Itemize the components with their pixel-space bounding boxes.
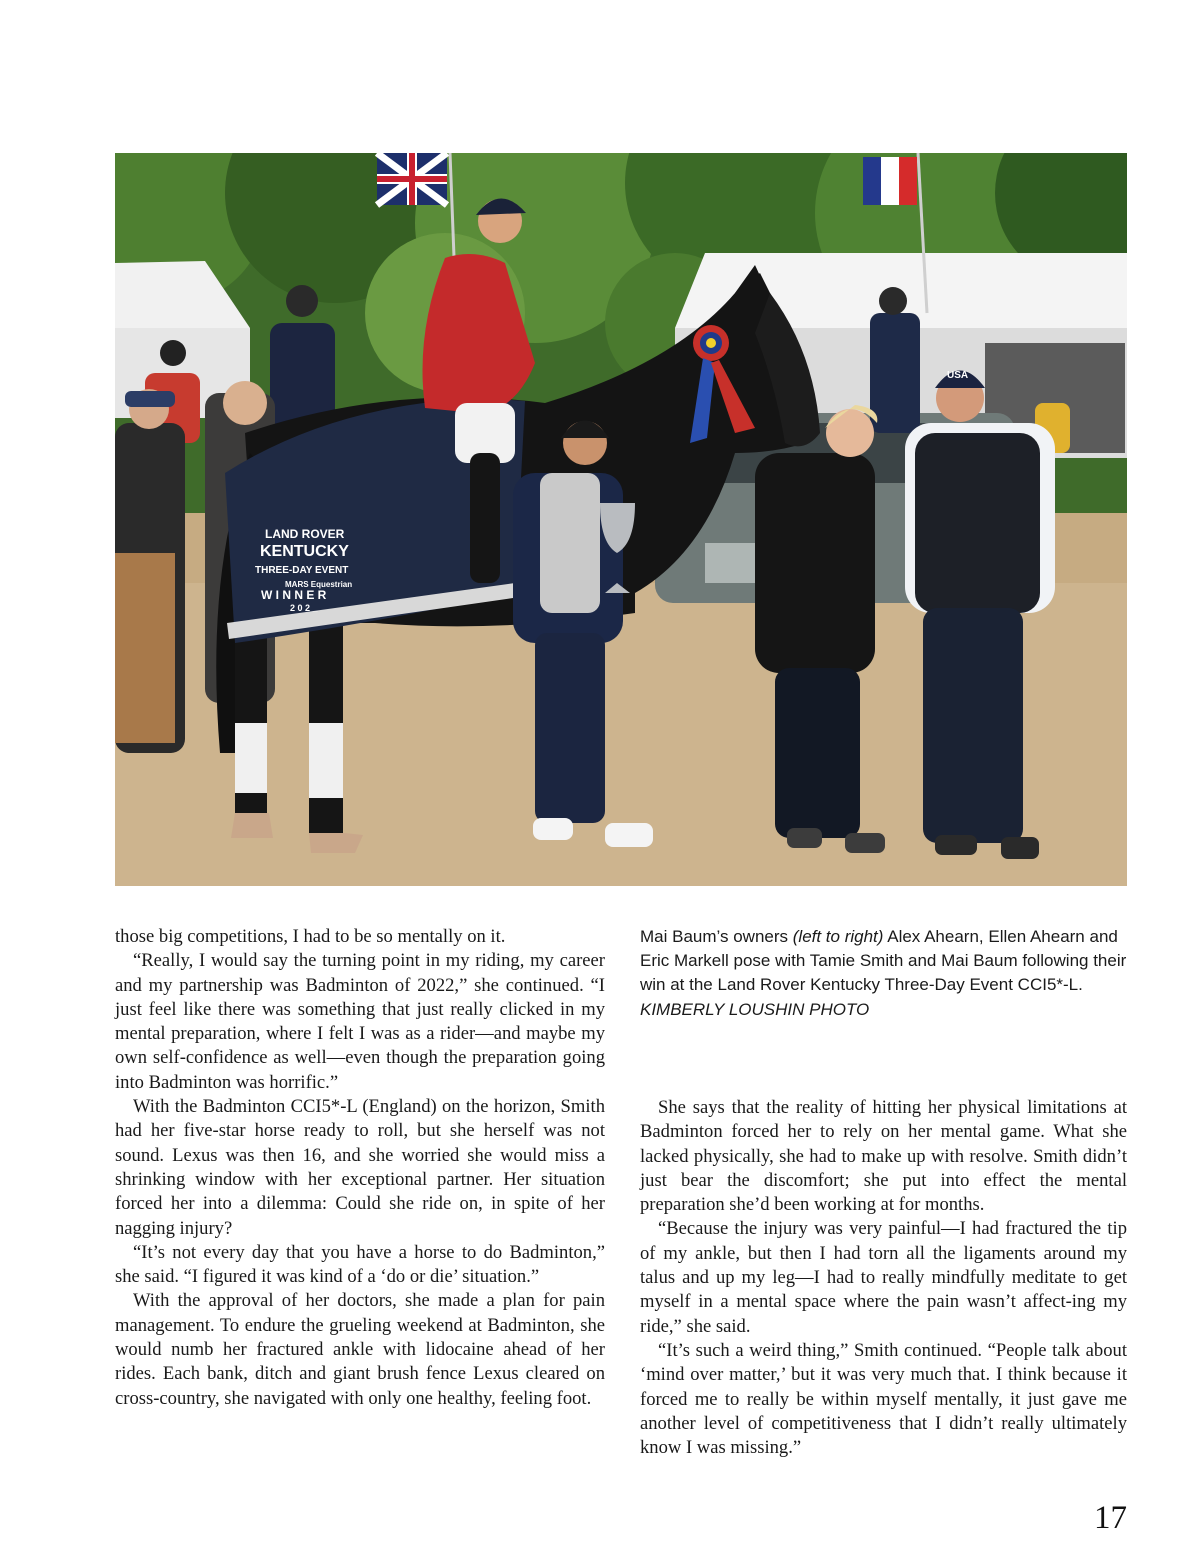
caption-text-1: Mai Baum’s owners — [640, 927, 793, 946]
left-paragraph-5: With the approval of her doctors, she made a plan for pain management. To endure the grueling weekend at Badminton, she would numb her fractured ankle with lidocaine ahead of her rides. Each bank, ditch and giant brush fence Lexus cleared on cross-country, she navigated with only one healthy, feeling foot. — [115, 1290, 605, 1409]
caption-italic: (left to right) — [792, 927, 884, 946]
article-left-column — [115, 925, 605, 1411]
right-paragraph-2: “Because the injury was very painful—I had fractured the tip of my ankle, but then I had torn all the ligaments around my talus and up my leg—I had to really mindfully meditate to get myself in a mental space where the pain wasn’t affect-ing my ride,” she said. — [640, 1218, 1127, 1337]
svg-text:W I N N E R: W I N N E R — [261, 588, 327, 602]
svg-text:USA: USA — [947, 370, 969, 381]
page-number: 17 — [1094, 1500, 1127, 1536]
left-paragraph-1: those big competitions, I had to be so mentally on it. — [115, 926, 506, 947]
svg-text:KENTUCKY: KENTUCKY — [260, 543, 349, 560]
photo-caption — [640, 925, 1127, 1022]
right-paragraph-3: “It’s such a weird thing,” Smith continued. “People talk about ‘mind over matter,’ but it was very much that. I think because it forced me to really be within myself mentally, it just gave me another level of competitiveness that I didn’t really ultimately know I was missing.” — [640, 1339, 1127, 1459]
left-paragraph-2: “Really, I would say the turning point in my riding, my career and my partnership was Badminton of 2022,” she continued. “I just feel like there was something that just really clicked in my mental preparation, where I felt I was as a rider—and maybe my own self-confidence as well—even though the preparation going into Badminton was horrific.” — [115, 950, 605, 1093]
right-paragraph-1: She says that the reality of hitting her physical limitations at Badminton forced her to rely on her mental game. What she lacked physically, she had to make up with resolve. Smith didn’t just bear the discomfort; she put into effect the mental preparation she’d been working at for months. — [640, 1097, 1127, 1216]
svg-text:THREE-DAY EVENT: THREE-DAY EVENT — [255, 565, 349, 576]
award-photo — [115, 153, 1127, 886]
article-right-column — [640, 1096, 1127, 1460]
left-paragraph-4: “It’s not every day that you have a horse to do Badminton,” she said. “I figured it was kind of a ‘do or die’ situation.” — [115, 1241, 605, 1288]
svg-text:MARS Equestrian: MARS Equestrian — [285, 580, 353, 589]
photo-credit: KIMBERLY LOUSHIN PHOTO — [640, 999, 870, 1019]
caption-text-2: Alex Ahearn, Ellen Ahearn and Eric Markell pose with Tamie Smith and Mai Baum following their win at the Land Rover Kentucky Three-Day Event CCI5*-L. — [640, 927, 1127, 995]
svg-text:LAND ROVER: LAND ROVER — [265, 527, 345, 541]
svg-text:2 0 2 _: 2 0 2 _ — [290, 603, 318, 613]
left-paragraph-3: With the Badminton CCI5*-L (England) on the horizon, Smith had her five-star horse ready to roll, but she herself was not sound. Lexus was then 16, and she worried she would miss a shrinking window with her exceptional partner. Her situation forced her into a dilemma: Could she ride on, in spite of her nagging injury? — [115, 1096, 605, 1239]
